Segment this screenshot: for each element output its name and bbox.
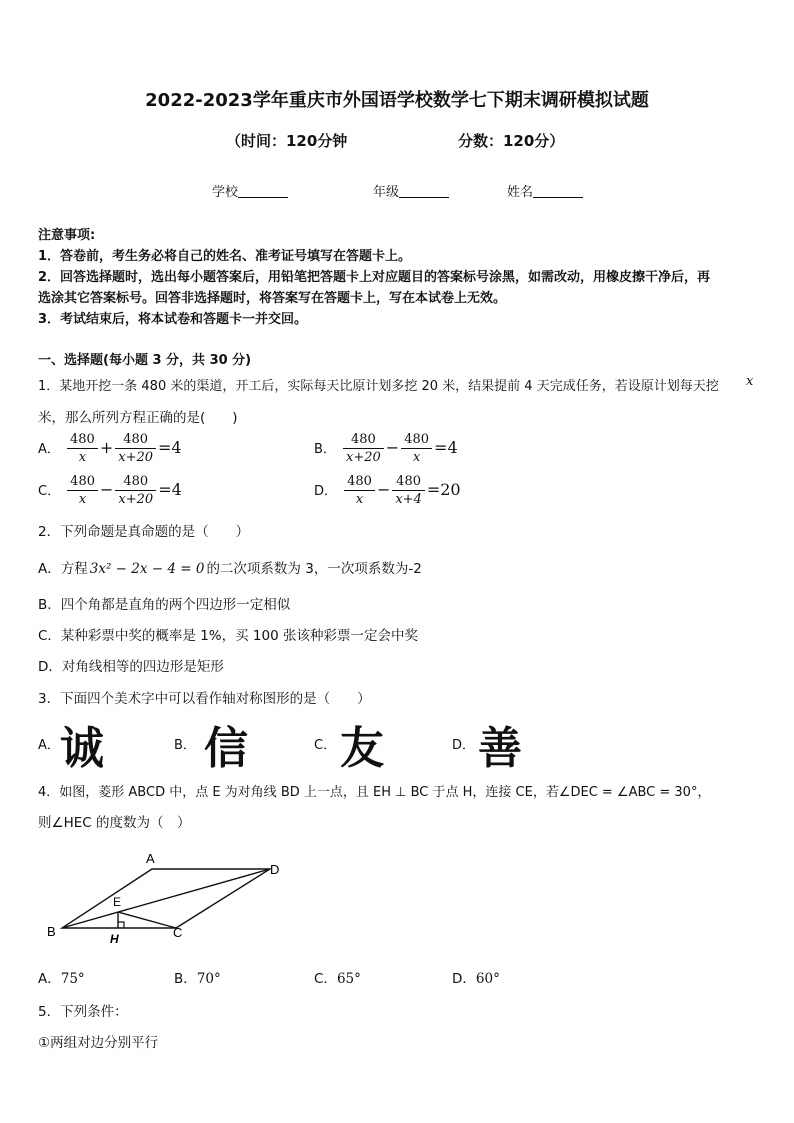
grade-label: 年级 [373,185,400,200]
q3-option-a-label: A． [38,738,60,753]
segment-ce [118,912,176,928]
q3-option-c-label: C． [314,738,337,753]
school-field [212,181,288,200]
label-e: E [113,895,122,909]
school-label: 学校 [212,185,239,200]
q4-stem-line1: 4．如图，菱形 ABCD 中，点 E 为对角线 BD 上一点，且 EH ⊥ BC 于点 H，连接 CE，若∠DEC = ∠ABC = 30°， [38,785,711,800]
q3-option-c-art: 友 [340,723,384,774]
fraction: $\frac{480}{x}$ [401,431,432,466]
option-label: B． [314,442,336,457]
q1-variable: x [746,374,754,389]
fraction: $\frac{480}{x}$ [67,473,98,508]
notice-title: 注意事项: [38,228,96,243]
notice-item: 3．考试结束后，将本试卷和答题卡一并交回。 [38,312,308,327]
right-angle-mark [118,922,124,928]
q4-option-b: B．70° [174,971,221,987]
grade-field [373,181,449,200]
q5-stem: 5．下列条件： [38,1004,128,1020]
q1-stem-line1: 1．某地开挖一条 480 米的渠道，开工后，实际每天比原计划多挖 20 米，结果提前 4 天完成任务，若设原计划每天挖 [38,379,719,394]
rhombus-figure [40,848,300,948]
fraction: $\frac{480}{x}$ [67,431,98,466]
q1-option-a: A． $\frac{480}{x}$ + $\frac{480}{x+20}$ =4 [38,432,182,465]
q3-option-d-label: D． [452,738,476,753]
exam-score: 分数：120分） [458,132,565,150]
q3-option-d-art: 善 [478,723,522,774]
q4-stem-line2: 则∠HEC 的度数为（ ） [38,815,191,831]
q4-option-c: C．65° [314,971,361,987]
fraction: $\frac{480}{x+20}$ [115,473,156,508]
option-label: C． [38,484,61,499]
label-h: H [110,932,119,946]
label-b: B [47,924,56,939]
school-blank [238,185,288,198]
q2-stem: 2．下列命题是真命题的是（ ） [38,524,250,540]
name-blank [533,185,583,198]
q2-option-c: C．某种彩票中奖的概率是 1%，买 100 张该种彩票一定会中奖 [38,628,418,644]
notice-item: 1．答卷前，考生务必将自己的姓名、准考证号填写在答题卡上。 [38,249,412,264]
exam-time: （时间：120分钟 [226,132,348,150]
q2-option-a: A．方程 3x² − 2x − 4 = 0 的二次项系数为 3，一次项系数为-2 [38,561,422,577]
option-label: A． [38,442,60,457]
q3-option-b-art: 信 [204,723,248,774]
name-label: 姓名 [507,185,534,200]
q3-option-b-label: B． [174,738,196,753]
q1-stem-line2: 米，那么所列方程正确的是( ) [38,410,238,426]
label-d: D [270,862,280,877]
fraction: $\frac{480}{x+4}$ [392,473,425,508]
q3-stem: 3．下面四个美术字中可以看作轴对称图形的是（ ） [38,691,371,707]
exam-title: 2022-2023学年重庆市外国语学校数学七下期末调研模拟试题 [145,90,649,111]
option-label: D． [314,484,338,499]
name-field [507,181,583,200]
label-c: C [173,925,183,940]
q2-option-b: B．四个角都是直角的两个四边形一定相似 [38,597,291,613]
notice-item: 2．回答选择题时，选出每小题答案后，用铅笔把答题卡上对应题目的答案标号涂黑，如需改动，用橡皮擦干净后，再 [38,270,711,285]
q2-option-d: D．对角线相等的四边形是矩形 [38,659,224,675]
q4-option-a: A．75° [38,971,85,987]
grade-blank [399,185,449,198]
diagonal-bd [62,869,270,928]
fraction: $\frac{480}{x+20}$ [115,431,156,466]
q3-option-a-art: 诚 [60,723,104,774]
q1-option-b: B． $\frac{480}{x+20}$ − $\frac{480}{x}$ =4 [314,432,458,465]
q1-option-d: D． $\frac{480}{x}$ − $\frac{480}{x+4}$ =20 [314,474,461,507]
q1-option-c: C． $\frac{480}{x}$ − $\frac{480}{x+20}$ =4 [38,474,182,507]
fraction: $\frac{480}{x+20}$ [343,431,384,466]
q4-option-d: D．60° [452,971,500,987]
label-a: A [146,851,155,866]
q5-item-1: ①两组对边分别平行 [38,1035,159,1051]
fraction: $\frac{480}{x}$ [344,473,375,508]
section-title: 一、选择题(每小题 3 分，共 30 分) [38,353,252,368]
notice-item: 选涂其它答案标号。回答非选择题时，将答案写在答题卡上，写在本试卷上无效。 [38,291,507,306]
